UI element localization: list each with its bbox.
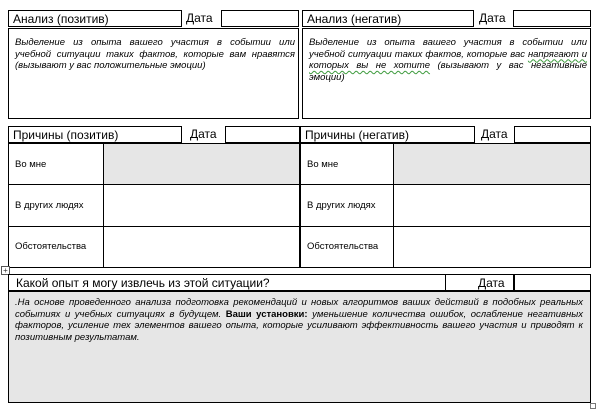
analysis-negative-panel[interactable]: [302, 28, 591, 119]
causes-negative-date-label: Дата: [481, 127, 508, 141]
lessons-title: Какой опыт я могу извлечь из этой ситуации?: [16, 276, 270, 290]
analysis-positive-instructions-text: Выделение из опыта вашего участия в событии или учебной ситуации таких фактов, которые вам нравятся (вызывают у вас положительные эмоции): [15, 37, 295, 71]
causes-negative-title: Причины (негатив): [305, 128, 409, 142]
move-handle-icon[interactable]: +: [1, 266, 10, 275]
causes-positive-table: [8, 143, 300, 268]
analysis-negative-title: Анализ (негатив): [307, 12, 402, 26]
analysis-negative-instructions: [309, 37, 587, 83]
causes-negative-row-label-others: В других людях: [307, 200, 376, 211]
analysis-negative-date-field[interactable]: [513, 10, 591, 27]
causes-positive-answer-self[interactable]: [104, 144, 299, 184]
lessons-title-box: [8, 274, 446, 291]
lessons-instructions-bold: Ваши установки:: [225, 308, 308, 320]
lessons-date-label: Дата: [478, 276, 505, 290]
lessons-instructions: [15, 297, 583, 343]
lessons-instructions-text-b: уменьшение количества ошибок, ослабление негативных факторов, усиление тех элементов вашего опыта, которые усиливают эффективность вашего участия и приводят к позитивным результатам.: [15, 308, 583, 343]
causes-negative-title-box: [300, 126, 475, 143]
causes-negative-answer-others[interactable]: [394, 185, 590, 226]
lessons-date-field[interactable]: [514, 274, 591, 291]
causes-positive-title-box: [8, 126, 182, 143]
analysis-positive-date-label: Дата: [186, 11, 213, 25]
causes-negative-answer-self[interactable]: [394, 144, 590, 184]
analysis-negative-title-box: [302, 10, 474, 27]
causes-negative-answer-circumstances[interactable]: [394, 227, 590, 267]
analysis-positive-instructions: [15, 37, 295, 72]
causes-negative-date-field[interactable]: [514, 126, 591, 143]
causes-positive-date-field[interactable]: [225, 126, 300, 143]
lessons-panel[interactable]: [8, 291, 591, 403]
causes-negative-row-label-circumstances: Обстоятельства: [307, 241, 379, 252]
analysis-negative-instructions-text-b: (вызывают у вас негативные эмоции): [309, 60, 587, 83]
causes-negative-table: [300, 143, 591, 268]
analysis-positive-title-box: [8, 10, 182, 27]
lessons-instructions-text-a: .На основе проведенного анализа подготовка рекомендаций и новых алгоритмов ваших действий в подобных реальных событиях и учебных ситуациях в будущем.: [15, 297, 583, 320]
lessons-date-label-box: [446, 274, 514, 291]
causes-positive-row-label-self: Во мне: [15, 159, 47, 170]
analysis-positive-panel[interactable]: [8, 28, 299, 119]
analysis-negative-date-label: Дата: [479, 11, 506, 25]
analysis-negative-instructions-underlined: напрягают и которых вы не хотите: [309, 48, 587, 71]
analysis-negative-instructions-text-a: Выделение из опыта вашего участия в событии или учебной ситуации таких фактов, которые вас: [309, 37, 587, 60]
causes-positive-answer-circumstances[interactable]: [104, 227, 299, 267]
resize-handle-icon[interactable]: [590, 403, 596, 409]
analysis-positive-title: Анализ (позитив): [13, 12, 109, 26]
causes-positive-date-label: Дата: [190, 127, 217, 141]
causes-positive-row-label-circumstances: Обстоятельства: [15, 241, 87, 252]
causes-positive-answer-others[interactable]: [104, 185, 299, 226]
causes-positive-title: Причины (позитив): [13, 128, 119, 142]
analysis-positive-date-field[interactable]: [221, 10, 299, 27]
causes-negative-row-label-self: Во мне: [307, 159, 339, 170]
causes-positive-row-label-others: В других людях: [15, 200, 84, 211]
